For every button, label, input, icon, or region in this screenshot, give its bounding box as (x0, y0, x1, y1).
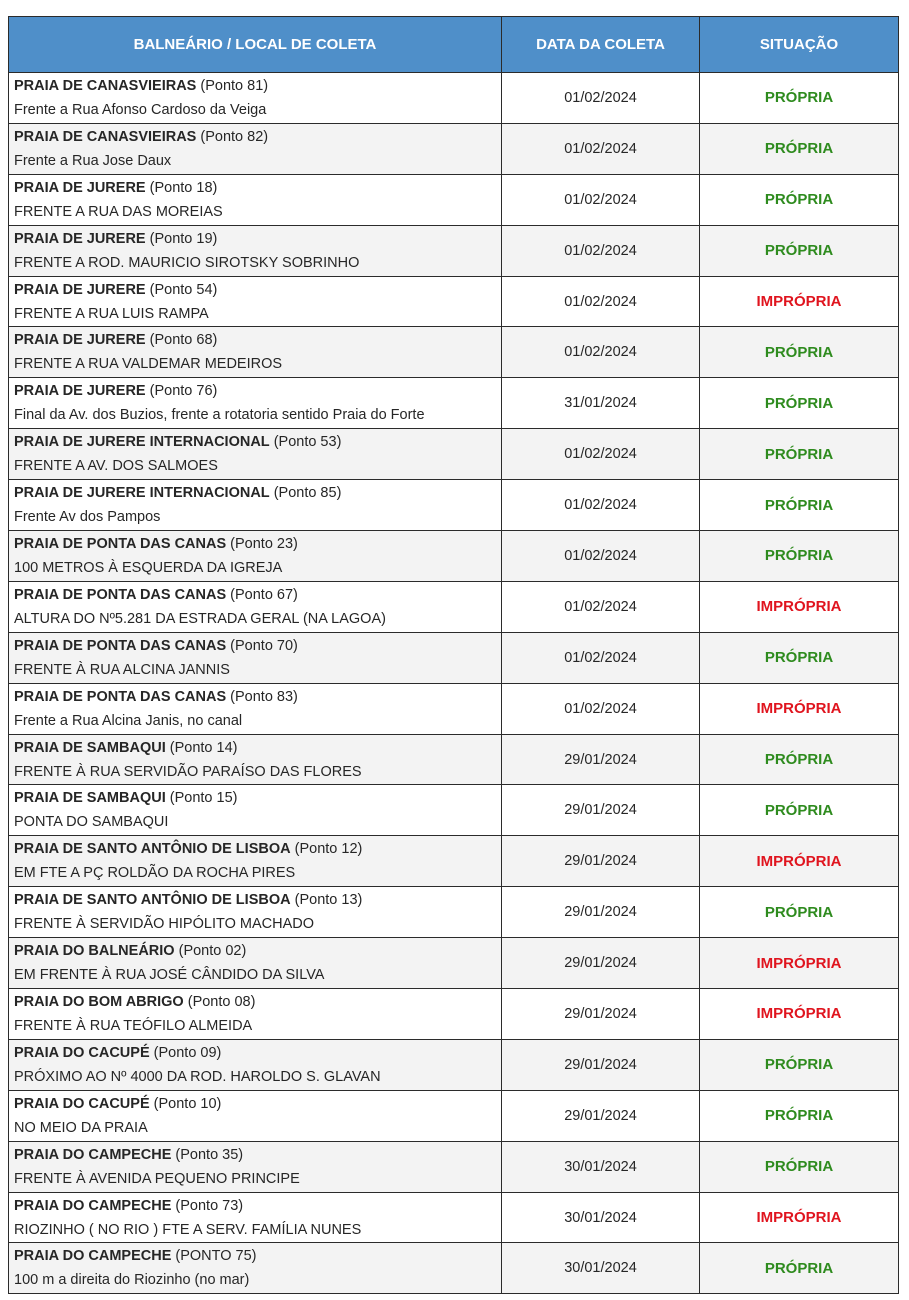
location-cell (9, 174, 502, 225)
collection-point: (Ponto 14) (169, 739, 238, 756)
collection-point: (Ponto 12) (294, 841, 363, 858)
collection-point: (Ponto 85) (273, 485, 342, 502)
location-cell (9, 531, 502, 582)
table-row (9, 836, 899, 887)
table-row (9, 887, 899, 938)
header-date: DATA DA COLETA (502, 17, 700, 73)
table-row (9, 1090, 899, 1141)
beach-name: PRAIA DE JURERE (14, 383, 146, 400)
collection-point: (PONTO 75) (175, 1248, 257, 1265)
location-cell (9, 734, 502, 785)
location-cell (9, 1192, 502, 1243)
location-description: FRENTE À RUA SERVIDÃO PARAÍSO DAS FLORES (14, 763, 362, 780)
collection-date: 30/01/2024 (502, 1243, 700, 1294)
status-cell: IMPRÓPRIA (700, 276, 899, 327)
location-cell (9, 938, 502, 989)
location-description: FRENTE A AV. DOS SALMOES (14, 458, 218, 475)
location-cell (9, 276, 502, 327)
collection-point: (Ponto 18) (149, 179, 218, 196)
beach-name: PRAIA DO CACUPÉ (14, 1095, 150, 1112)
balneability-table-container (8, 16, 898, 1294)
location-cell (9, 225, 502, 276)
location-cell (9, 123, 502, 174)
beach-name: PRAIA DO CAMPECHE (14, 1248, 172, 1265)
collection-date: 29/01/2024 (502, 836, 700, 887)
collection-date: 01/02/2024 (502, 276, 700, 327)
status-cell: PRÓPRIA (700, 1243, 899, 1294)
table-row (9, 785, 899, 836)
location-description: Frente a Rua Afonso Cardoso da Veiga (14, 101, 267, 118)
collection-point: (Ponto 09) (153, 1044, 222, 1061)
collection-point: (Ponto 15) (169, 790, 238, 807)
collection-date: 29/01/2024 (502, 938, 700, 989)
location-cell (9, 378, 502, 429)
status-cell: PRÓPRIA (700, 73, 899, 124)
table-row (9, 1192, 899, 1243)
collection-date: 01/02/2024 (502, 632, 700, 683)
collection-point: (Ponto 53) (273, 434, 342, 451)
status-cell: PRÓPRIA (700, 480, 899, 531)
location-cell (9, 480, 502, 531)
location-description: 100 m a direita do Riozinho (no mar) (14, 1272, 250, 1289)
collection-date: 30/01/2024 (502, 1141, 700, 1192)
status-cell: IMPRÓPRIA (700, 581, 899, 632)
status-cell: PRÓPRIA (700, 429, 899, 480)
table-row (9, 276, 899, 327)
table-row (9, 1039, 899, 1090)
collection-point: (Ponto 23) (230, 535, 298, 552)
table-row (9, 734, 899, 785)
status-cell: IMPRÓPRIA (700, 836, 899, 887)
status-cell: PRÓPRIA (700, 378, 899, 429)
beach-name: PRAIA DE PONTA DAS CANAS (14, 535, 227, 552)
collection-date: 01/02/2024 (502, 531, 700, 582)
table-row (9, 123, 899, 174)
collection-date: 01/02/2024 (502, 581, 700, 632)
location-cell (9, 785, 502, 836)
beach-name: PRAIA DE PONTA DAS CANAS (14, 586, 227, 603)
header-row (9, 17, 899, 73)
collection-point: (Ponto 54) (149, 281, 218, 298)
location-description: Frente Av dos Pampos (14, 509, 161, 526)
collection-date: 30/01/2024 (502, 1192, 700, 1243)
status-cell: PRÓPRIA (700, 1141, 899, 1192)
table-row (9, 73, 899, 124)
collection-date: 29/01/2024 (502, 887, 700, 938)
header-location: BALNEÁRIO / LOCAL DE COLETA (9, 17, 502, 73)
beach-name: PRAIA DE JURERE (14, 332, 146, 349)
table-row (9, 327, 899, 378)
status-cell: PRÓPRIA (700, 734, 899, 785)
status-cell: PRÓPRIA (700, 123, 899, 174)
collection-point: (Ponto 13) (294, 892, 363, 909)
table-row (9, 480, 899, 531)
beach-name: PRAIA DE CANASVIEIRAS (14, 77, 197, 94)
collection-point: (Ponto 82) (200, 128, 269, 145)
location-description: FRENTE A RUA LUIS RAMPA (14, 305, 209, 322)
location-description: 100 METROS À ESQUERDA DA IGREJA (14, 559, 283, 576)
collection-date: 29/01/2024 (502, 989, 700, 1040)
location-cell (9, 1039, 502, 1090)
beach-name: PRAIA DE CANASVIEIRAS (14, 128, 197, 145)
status-cell: PRÓPRIA (700, 174, 899, 225)
location-cell (9, 989, 502, 1040)
location-description: FRENTE À RUA TEÓFILO ALMEIDA (14, 1017, 253, 1034)
collection-date: 29/01/2024 (502, 1039, 700, 1090)
beach-name: PRAIA DE JURERE (14, 281, 146, 298)
location-cell (9, 1141, 502, 1192)
location-description: PONTA DO SAMBAQUI (14, 814, 169, 831)
table-row (9, 683, 899, 734)
beach-name: PRAIA DE SANTO ANTÔNIO DE LISBOA (14, 892, 291, 909)
balneability-table (8, 16, 899, 1294)
location-cell (9, 429, 502, 480)
collection-date: 29/01/2024 (502, 1090, 700, 1141)
location-cell (9, 1090, 502, 1141)
status-cell: IMPRÓPRIA (700, 683, 899, 734)
location-description: FRENTE À RUA ALCINA JANNIS (14, 661, 230, 678)
collection-date: 29/01/2024 (502, 785, 700, 836)
collection-date: 01/02/2024 (502, 683, 700, 734)
table-row (9, 632, 899, 683)
location-cell (9, 581, 502, 632)
table-row (9, 938, 899, 989)
location-description: FRENTE À AVENIDA PEQUENO PRINCIPE (14, 1170, 300, 1187)
status-cell: PRÓPRIA (700, 327, 899, 378)
location-description: Frente a Rua Alcina Janis, no canal (14, 712, 243, 729)
location-cell (9, 632, 502, 683)
location-cell (9, 836, 502, 887)
status-cell: PRÓPRIA (700, 632, 899, 683)
beach-name: PRAIA DO CACUPÉ (14, 1044, 150, 1061)
beach-name: PRAIA DE SAMBAQUI (14, 739, 166, 756)
location-cell (9, 887, 502, 938)
beach-name: PRAIA DE JURERE (14, 230, 146, 247)
status-cell: PRÓPRIA (700, 785, 899, 836)
collection-point: (Ponto 08) (187, 993, 256, 1010)
collection-point: (Ponto 70) (230, 637, 298, 654)
collection-date: 01/02/2024 (502, 480, 700, 531)
location-description: RIOZINHO ( NO RIO ) FTE A SERV. FAMÍLIA NUNES (14, 1221, 362, 1238)
location-description: NO MEIO DA PRAIA (14, 1119, 148, 1136)
collection-point: (Ponto 67) (230, 586, 298, 603)
beach-name: PRAIA DE JURERE INTERNACIONAL (14, 434, 270, 451)
table-row (9, 378, 899, 429)
status-cell: IMPRÓPRIA (700, 1192, 899, 1243)
beach-name: PRAIA DE PONTA DAS CANAS (14, 688, 227, 705)
location-description: Frente a Rua Jose Daux (14, 152, 172, 169)
table-row (9, 174, 899, 225)
location-description: Final da Av. dos Buzios, frente a rotatoria sentido Praia do Forte (14, 407, 425, 424)
collection-point: (Ponto 02) (178, 943, 247, 960)
table-body (9, 73, 899, 1294)
location-cell (9, 327, 502, 378)
collection-date: 01/02/2024 (502, 73, 700, 124)
collection-point: (Ponto 83) (230, 688, 298, 705)
location-cell (9, 1243, 502, 1294)
table-header (9, 17, 899, 73)
collection-point: (Ponto 81) (200, 77, 269, 94)
location-description: PRÓXIMO AO Nº 4000 DA ROD. HAROLDO S. GLAVAN (14, 1068, 381, 1085)
location-description: FRENTE A RUA DAS MOREIAS (14, 203, 223, 220)
location-description: EM FTE A PÇ ROLDÃO DA ROCHA PIRES (14, 865, 296, 882)
location-description: FRENTE A ROD. MAURICIO SIROTSKY SOBRINHO (14, 254, 360, 271)
status-cell: PRÓPRIA (700, 225, 899, 276)
collection-date: 01/02/2024 (502, 327, 700, 378)
location-cell (9, 683, 502, 734)
location-description: ALTURA DO Nº5.281 DA ESTRADA GERAL (NA LAGOA) (14, 610, 386, 627)
table-row (9, 225, 899, 276)
collection-point: (Ponto 73) (175, 1197, 244, 1214)
collection-point: (Ponto 35) (175, 1146, 244, 1163)
location-description: EM FRENTE À RUA JOSÉ CÂNDIDO DA SILVA (14, 967, 325, 984)
table-row (9, 1243, 899, 1294)
location-cell (9, 73, 502, 124)
table-row (9, 531, 899, 582)
collection-date: 29/01/2024 (502, 734, 700, 785)
beach-name: PRAIA DE SANTO ANTÔNIO DE LISBOA (14, 841, 291, 858)
beach-name: PRAIA DE PONTA DAS CANAS (14, 637, 227, 654)
location-description: FRENTE À SERVIDÃO HIPÓLITO MACHADO (14, 916, 314, 933)
location-description: FRENTE A RUA VALDEMAR MEDEIROS (14, 356, 283, 373)
collection-date: 01/02/2024 (502, 429, 700, 480)
table-row (9, 429, 899, 480)
table-row (9, 581, 899, 632)
table-row (9, 1141, 899, 1192)
collection-point: (Ponto 10) (153, 1095, 222, 1112)
status-cell: IMPRÓPRIA (700, 989, 899, 1040)
beach-name: PRAIA DE JURERE (14, 179, 146, 196)
collection-date: 01/02/2024 (502, 123, 700, 174)
collection-point: (Ponto 68) (149, 332, 218, 349)
status-cell: PRÓPRIA (700, 531, 899, 582)
status-cell: IMPRÓPRIA (700, 938, 899, 989)
collection-date: 01/02/2024 (502, 225, 700, 276)
beach-name: PRAIA DE SAMBAQUI (14, 790, 166, 807)
beach-name: PRAIA DO BOM ABRIGO (14, 993, 184, 1010)
collection-point: (Ponto 76) (149, 383, 218, 400)
collection-point: (Ponto 19) (149, 230, 218, 247)
beach-name: PRAIA DO CAMPECHE (14, 1146, 172, 1163)
beach-name: PRAIA DO CAMPECHE (14, 1197, 172, 1214)
collection-date: 31/01/2024 (502, 378, 700, 429)
collection-date: 01/02/2024 (502, 174, 700, 225)
beach-name: PRAIA DO BALNEÁRIO (14, 943, 175, 960)
status-cell: PRÓPRIA (700, 1039, 899, 1090)
status-cell: PRÓPRIA (700, 1090, 899, 1141)
table-row (9, 989, 899, 1040)
status-cell: PRÓPRIA (700, 887, 899, 938)
beach-name: PRAIA DE JURERE INTERNACIONAL (14, 485, 270, 502)
header-status: SITUAÇÃO (700, 17, 899, 73)
